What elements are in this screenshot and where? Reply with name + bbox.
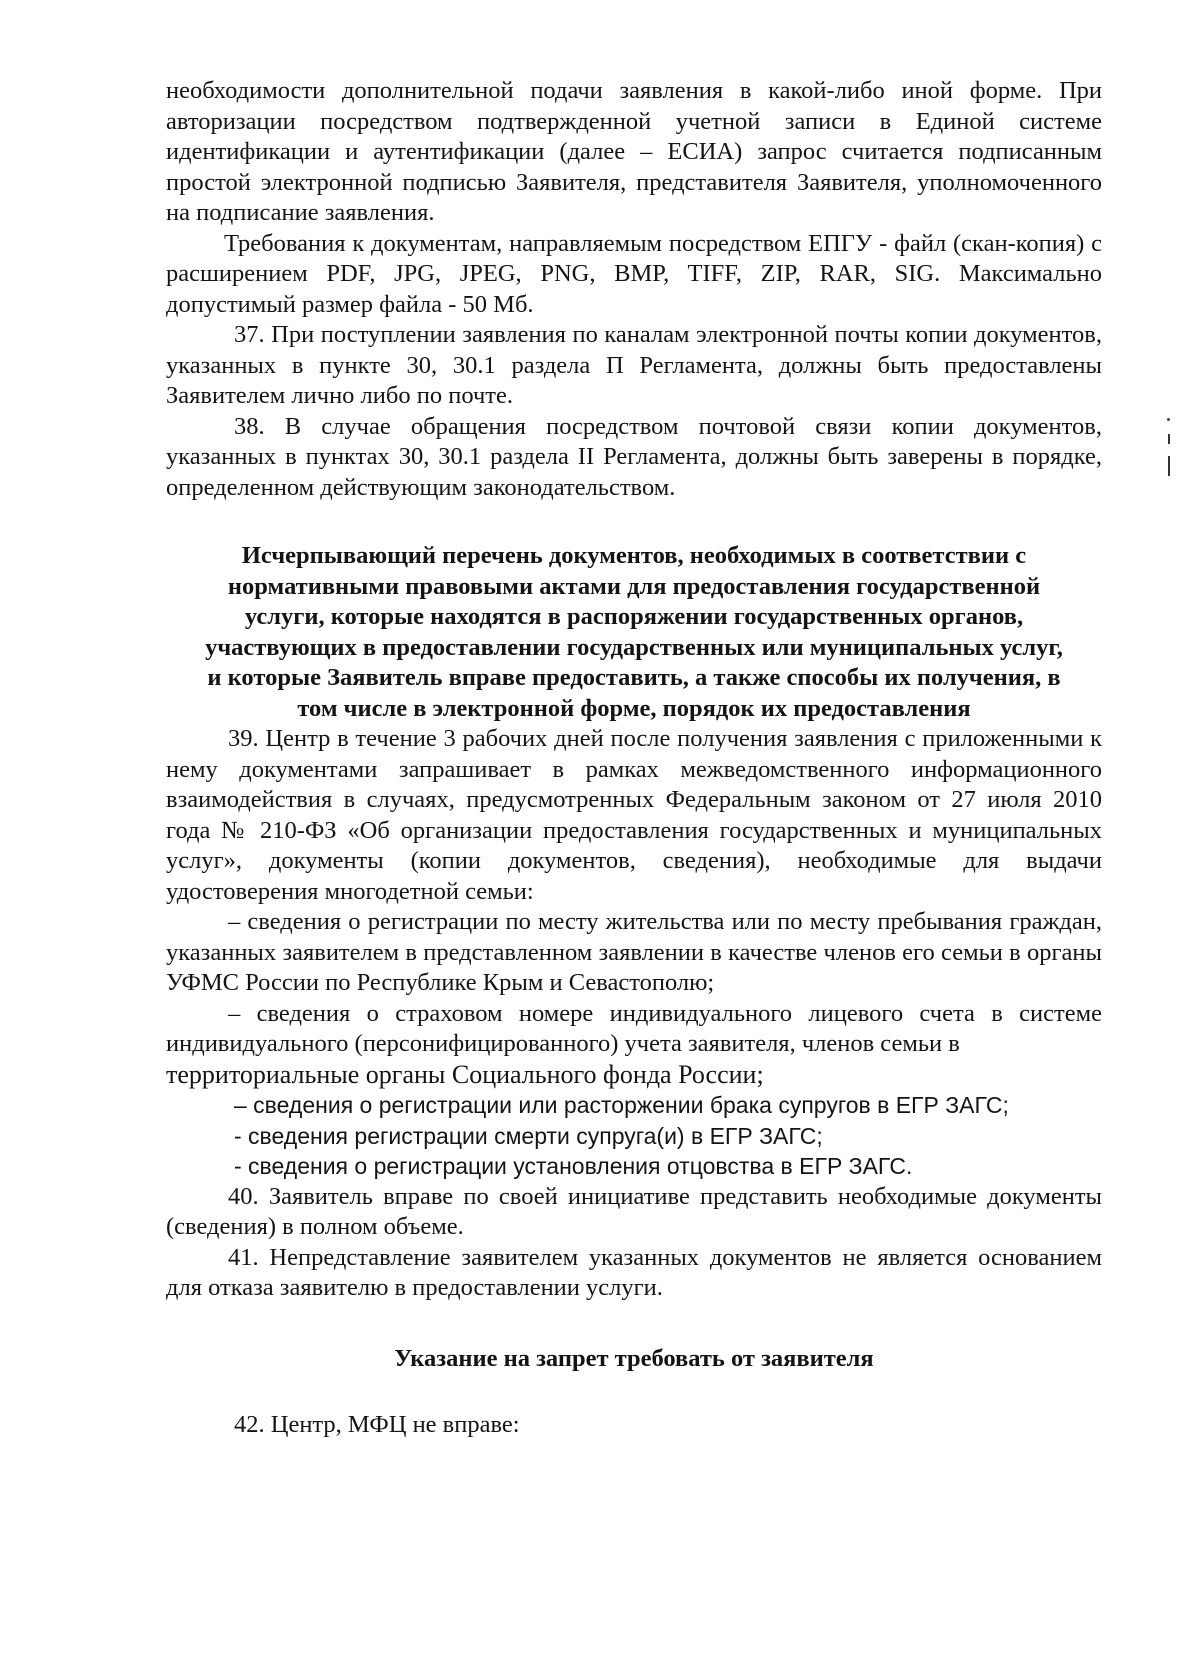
list-item-marriage-registration: – сведения о регистрации или расторжении брака супругов в ЕГР ЗАГС; <box>234 1092 1009 1118</box>
scan-margin-mark <box>1167 418 1170 421</box>
paragraph-38: 38. В случае обращения посредством почтовой связи копии документов, указанных в пунктах 30, 30.1 раздела II Регламента, должны быть заверены в порядке, определенном действующим законодательством. <box>166 412 1102 501</box>
paragraph-esia-authorization: необходимости дополнительной подачи заявления в какой-либо иной форме. При авторизации посредством подтвержденной учетной записи в Единой системе идентификации и аутентификации (далее – ЕСИА) запрос считается подписанным простой электронной подписью Заявителя, представителя Заявителя, уполномоченного на подписание заявления. <box>166 77 1102 226</box>
list-item-death-registration: - сведения регистрации смерти супруга(и) в ЕГР ЗАГС; <box>234 1122 823 1149</box>
paragraph-41: 41. Непредставление заявителем указанных документов не является основанием для отказа заявителю в предоставлении услуги. <box>166 1243 1102 1301</box>
paragraph-file-requirements: Требования к документам, направляемым посредством ЕПГУ - файл (скан-копия) с расширением PDF, JPG, JPEG, PNG, BMP, TIFF, ZIP, RAR, SIG. Максимально допустимый размер файла - 50 Мб. <box>166 229 1102 318</box>
list-item-paternity-registration: - сведения о регистрации установления отцовства в ЕГР ЗАГС. <box>234 1153 913 1179</box>
list-item-insurance-number-continued: территориальные органы Социального фонда России; <box>166 1059 764 1089</box>
paragraph-40: 40. Заявитель вправе по своей инициативе представить необходимые документы (сведения) в полном объеме. <box>166 1182 1102 1240</box>
scan-margin-mark <box>1168 434 1170 444</box>
section-heading-prohibition: Указание на запрет требовать от заявителя <box>394 1344 874 1372</box>
document-body <box>166 76 1102 1441</box>
paragraph-42: 42. Центр, МФЦ не вправе: <box>234 1411 520 1438</box>
paragraph-39: 39. Центр в течение 3 рабочих дней после получения заявления с приложенными к нему документами запрашивает в рамках межведомственного информационного взаимодействия в случаях, предусмотренных Федеральным законом от 27 июля 2010 года № 210-ФЗ «Об организации предоставления государственных и муниципальных услуг», документы (копии документов, сведения), необходимые для выдачи удостоверения многодетной семьи: <box>166 725 1102 905</box>
scan-margin-mark <box>1168 456 1170 476</box>
section-heading-document-list: Исчерпывающий перечень документов, необходимых в соответствии с нормативными правовыми актами для предоставления государственной услуги, которые находятся в распоряжении государственных органов, участвующих в предоставлении государственных или муниципальных услуг, и которые Заявитель вправе предоставить, а также способы их получения, в том числе в электронной форме, порядок их предоставления <box>205 542 1063 722</box>
paragraph-37: 37. При поступлении заявления по каналам электронной почты копии документов, указанных в пункте 30, 30.1 раздела П Регламента, должны быть предоставлены Заявителем лично либо по почте. <box>166 321 1102 409</box>
list-item-residence-registration: – сведения о регистрации по месту жительства или по месту пребывания граждан, указанных заявителем в представленном заявлении в качестве членов его семьи в органы УФМС России по Республике Крым и Севастополю; <box>166 908 1102 996</box>
list-item-insurance-number: – сведения о страховом номере индивидуального лицевого счета в системе индивидуального (персонифицированного) учета заявителя, членов семьи в <box>166 999 1102 1057</box>
